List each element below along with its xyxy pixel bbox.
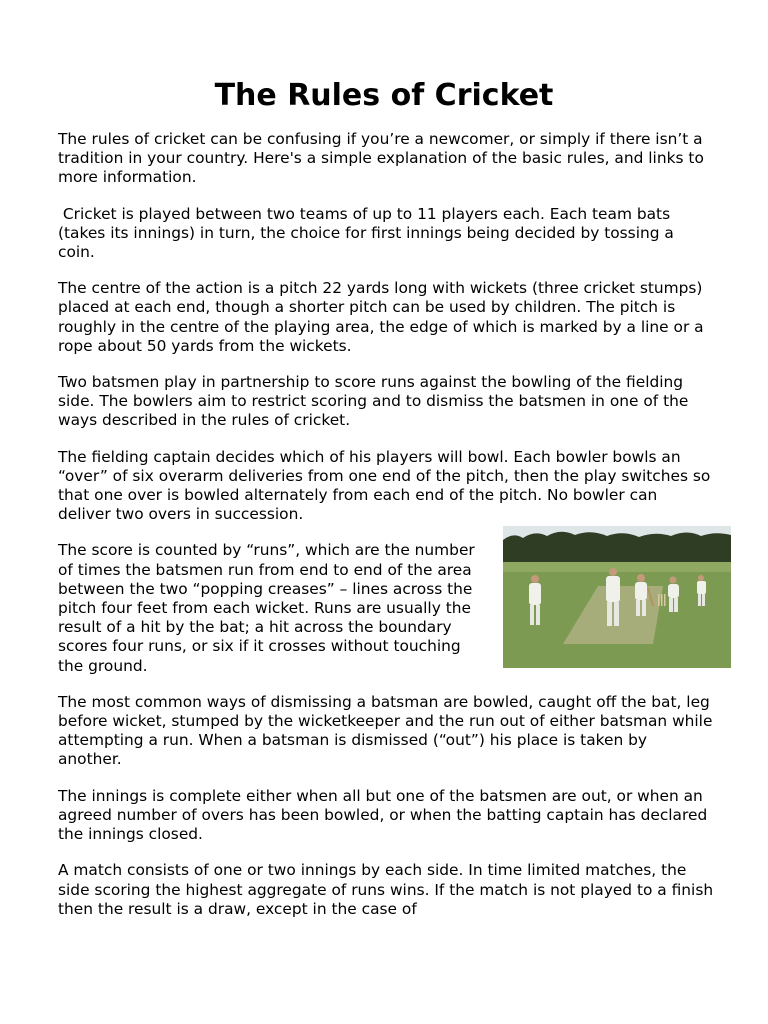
- cricket-match-photo: [503, 526, 731, 668]
- paragraph-bowling: The fielding captain decides which of his players will bowl. Each bowler bowls an “over” of six overarm deliveries from one end of the pitch, then the play switches so that one over is bowled alternately from each end of the pitch. No bowler can deliver two overs in succession.: [58, 447, 711, 524]
- photo-stumps: [658, 594, 666, 606]
- photo-trees: [503, 532, 731, 564]
- paragraph-runs: The score is counted by “runs”, which are the number of times the batsmen run from end to end of the area between the two “popping creases” – lines across the pitch four feet from each wicket. Runs are usually the result of a hit by the bat; a hit across the boundary scores four runs, or six if it crosses without touching the ground.: [58, 541, 475, 675]
- paragraph-innings: The innings is complete either when all but one of the batsmen are out, or when an agreed number of overs has been bowled, or when the batting captain has declared the innings closed.: [58, 786, 708, 844]
- page-title: The Rules of Cricket: [214, 78, 554, 113]
- paragraph-teams: Cricket is played between two teams of up to 11 players each. Each team bats (takes its innings) in turn, the choice for first innings being decided by tossing a coin.: [58, 204, 679, 262]
- photo-grass-band: [503, 562, 731, 572]
- paragraph-dismissals: The most common ways of dismissing a batsman are bowled, caught off the bat, leg before wicket, stumped by the wicketkeeper and the run out of either batsman while attempting a run. When a batsman is dismissed (“out”) his place is taken by another.: [58, 692, 713, 769]
- paragraph-match: A match consists of one or two innings by each side. In time limited matches, the side scoring the highest aggregate of runs wins. If the match is not played to a finish then the result is a draw, except in the case of: [58, 861, 714, 918]
- paragraph-batsmen: Two batsmen play in partnership to score runs against the bowling of the fielding side. The bowlers aim to restrict scoring and to dismiss the batsmen in one of the ways described in the rules of cricket.: [58, 373, 689, 430]
- paragraph-pitch: The centre of the action is a pitch 22 yards long with wickets (three cricket stumps) placed at each end, though a shorter pitch can be used by children. The pitch is roughly in the centre of the playing area, the edge of which is marked by a line or a rope about 50 yards from the wickets.: [58, 279, 704, 355]
- document-body: [58, 130, 714, 936]
- paragraph-intro: The rules of cricket can be confusing if you’re a newcomer, or simply if there isn’t a tradition in your country. Here's a simple explanation of the basic rules, and links to more information.: [58, 130, 709, 187]
